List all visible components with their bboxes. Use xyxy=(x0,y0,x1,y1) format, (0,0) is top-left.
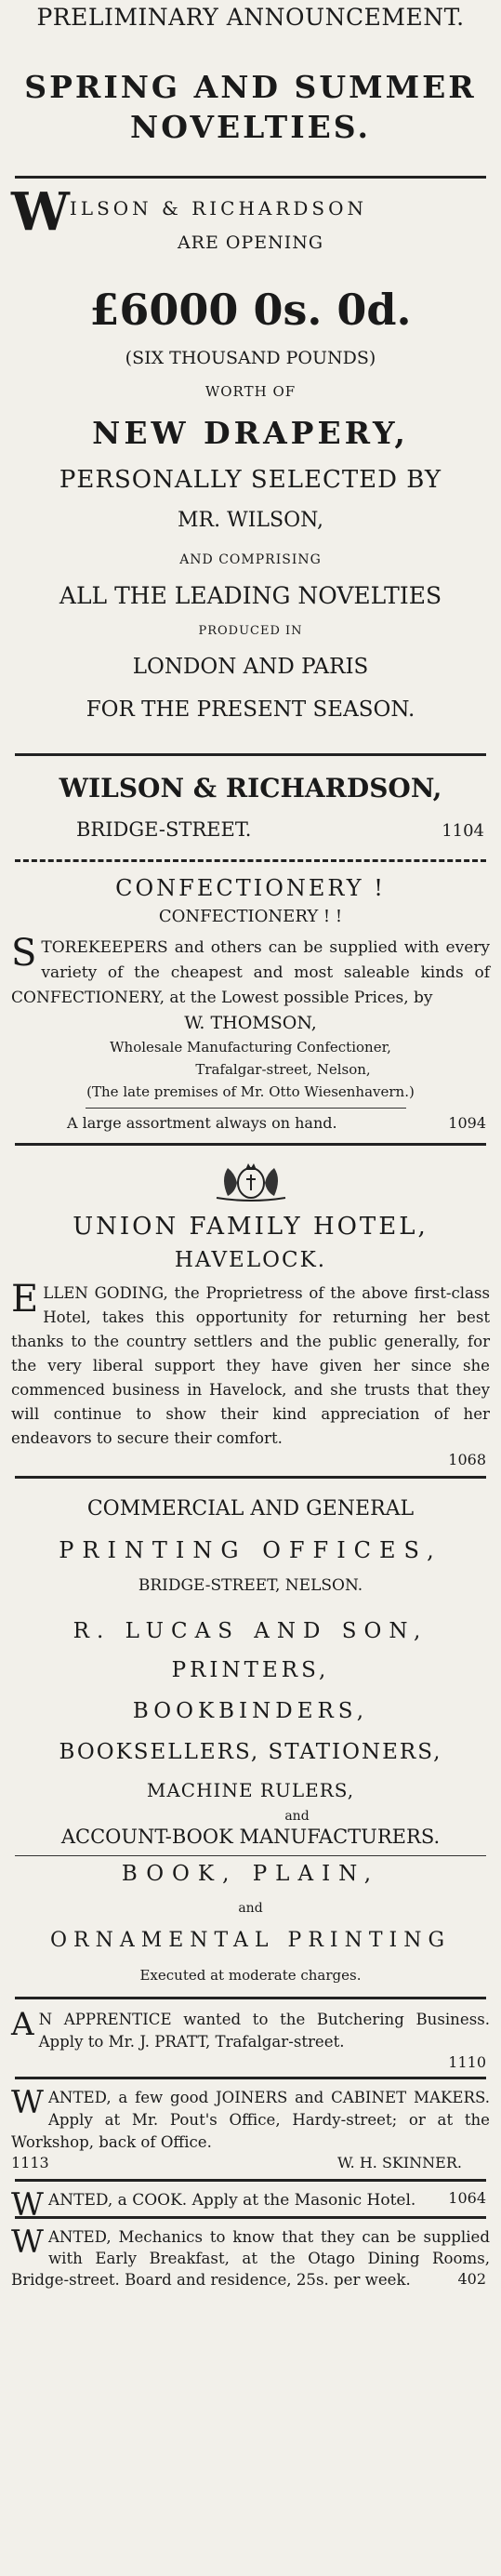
hotel-body xyxy=(11,1278,490,1451)
joiners-body xyxy=(11,2084,490,2154)
divider xyxy=(86,1108,406,1109)
dropcap: W xyxy=(11,2084,44,2121)
dropcap: W xyxy=(11,181,70,243)
body-text: ANTED, a COOK. Apply at the Masonic Hotel. xyxy=(47,2191,416,2210)
crest-emblem xyxy=(11,1161,490,1205)
commercial-general: COMMERCIAL AND GENERAL xyxy=(86,1497,415,1520)
number-row xyxy=(11,2053,490,2071)
body-text: TOREKEEPERS and others can be supplied with every variety of the cheapest and most saleable kinds of CONFECTIONERY, at the Lowest possible Prices, by xyxy=(11,938,490,1007)
divider xyxy=(15,1855,486,1856)
dropcap: W xyxy=(11,2186,44,2224)
new-drapery: NEW DRAPERY, xyxy=(92,415,409,451)
and-connector-2: and xyxy=(238,1901,263,1916)
bookbinders: BOOKBINDERS, xyxy=(132,1699,369,1723)
ad-printing-offices xyxy=(11,1497,490,1984)
body-text: ANTED, Mechanics to know that they can be supplied with Early Breakfast, at the Otago Dining Rooms, Bridge-street. Board and residence, 25s. per week. xyxy=(11,2228,490,2289)
london-paris: LONDON AND PARIS xyxy=(132,655,369,679)
ad-number: 1104 xyxy=(442,821,484,841)
ad-joiners xyxy=(11,2084,490,2171)
ad-wilson-richardson xyxy=(11,0,490,841)
printers: PRINTERS, xyxy=(171,1658,330,1682)
preliminary-heading: PRELIMINARY ANNOUNCEMENT. xyxy=(36,4,465,31)
present-season: FOR THE PRESENT SEASON. xyxy=(86,697,415,722)
title-line-2: NOVELTIES. xyxy=(130,109,371,145)
ad-number: 1094 xyxy=(448,1114,486,1132)
divider xyxy=(15,753,486,756)
ad-confectionery xyxy=(11,875,490,1132)
ornamental-printing: ORNAMENTAL PRINTING xyxy=(49,1929,452,1952)
ad-number: 1110 xyxy=(448,2053,486,2071)
confectionery-title-1: CONFECTIONERY ! xyxy=(115,875,386,901)
signature: W. H. SKINNER. xyxy=(337,2154,462,2171)
amount: £6000 0s. 0d. xyxy=(89,285,412,335)
divider xyxy=(15,1997,486,1999)
divider xyxy=(15,859,486,862)
address: BRIDGE-STREET. xyxy=(76,818,252,841)
title-line-1: SPRING AND SUMMER xyxy=(24,69,477,105)
address-row xyxy=(11,818,490,841)
dropcap: W xyxy=(11,2224,44,2261)
confectioner-name: W. THOMSON, xyxy=(184,1013,317,1033)
divider xyxy=(15,2216,486,2219)
book-plain: BOOK, PLAIN, xyxy=(121,1862,380,1886)
ad-number: 1113 xyxy=(11,2154,49,2171)
dropcap: E xyxy=(11,1278,39,1321)
amount-words: (SIX THOUSAND POUNDS) xyxy=(125,348,376,368)
mr-wilson: MR. WILSON, xyxy=(178,509,323,532)
ad-union-family-hotel xyxy=(11,1161,490,1468)
and-comprising: AND COMPRISING xyxy=(179,552,322,567)
moderate-charges: Executed at moderate charges. xyxy=(139,1967,362,1984)
body-text: ANTED, a few good JOINERS and CABINET MAKERS. Apply at Mr. Pout's Office, Hardy-street; or at the Workshop, back of Office. xyxy=(11,2089,490,2151)
royal-arms-icon xyxy=(200,1161,302,1202)
confectionery-body xyxy=(11,932,490,1011)
divider xyxy=(15,1143,486,1146)
dropcap: S xyxy=(11,932,37,975)
dropcap: A xyxy=(11,2006,34,2043)
booksellers-stationers: BOOKSELLERS, STATIONERS, xyxy=(59,1740,442,1764)
ad-cook xyxy=(11,2186,490,2224)
printing-offices: PRINTING OFFICES, xyxy=(59,1537,442,1563)
apprentice-body xyxy=(11,2006,490,2053)
divider xyxy=(15,176,486,179)
machine-rulers: MACHINE RULERS, xyxy=(146,1779,355,1801)
signature-row xyxy=(11,2154,490,2171)
ad-apprentice xyxy=(11,2006,490,2071)
hotel-place: HAVELOCK. xyxy=(174,1248,327,1272)
body-text: LLEN GODING, the Proprietress of the above first-class Hotel, takes this opportunity for returning her best thanks to the country settlers and the public generally, for the very liberal support they have given her since she commenced business in Havelock, and she trusts that they will continue to show their kind appreciation of her endeavors to secure their comfort. xyxy=(11,1284,490,1447)
printing-address: BRIDGE-STREET, NELSON. xyxy=(138,1576,363,1595)
divider xyxy=(15,2179,486,2182)
firm-lucas: R. LUCAS AND SON, xyxy=(73,1619,428,1643)
ad-number: 1068 xyxy=(448,1451,486,1468)
firm-signature: WILSON & RICHARDSON, xyxy=(59,773,442,803)
confectioner-trade: Wholesale Manufacturing Confectioner, xyxy=(110,1039,391,1056)
confectioner-address: Trafalgar-street, Nelson, xyxy=(195,1061,371,1078)
divider xyxy=(15,1476,486,1479)
leading-novelties: ALL THE LEADING NOVELTIES xyxy=(59,582,442,609)
note-row xyxy=(11,1114,490,1132)
personally-selected: PERSONALLY SELECTED BY xyxy=(59,466,442,494)
ad-number: 402 xyxy=(457,2270,486,2288)
are-opening: ARE OPENING xyxy=(177,232,324,253)
firm-name: ILSON & RICHARDSON xyxy=(69,197,368,219)
body-text: N APPRENTICE wanted to the Butchering Business. Apply to Mr. J. PRATT, Trafalgar-street. xyxy=(38,2011,490,2051)
account-book-manufacturers: ACCOUNT-BOOK MANUFACTURERS. xyxy=(60,1826,441,1848)
number-row xyxy=(11,1451,490,1468)
note: A large assortment always on hand. xyxy=(67,1114,337,1132)
produced-in: PRODUCED IN xyxy=(198,624,303,638)
late-premises: (The late premises of Mr. Otto Wiesenhavern.) xyxy=(86,1083,415,1100)
worth-of: WORTH OF xyxy=(204,383,297,400)
ad-otago-dining-rooms xyxy=(11,2226,490,2288)
divider xyxy=(15,2077,486,2079)
and-connector-1: and xyxy=(284,1809,310,1824)
ad-number: 1064 xyxy=(448,2189,486,2207)
hotel-name: UNION FAMILY HOTEL, xyxy=(73,1213,428,1241)
confectionery-title-2: CONFECTIONERY ! ! xyxy=(158,907,343,926)
